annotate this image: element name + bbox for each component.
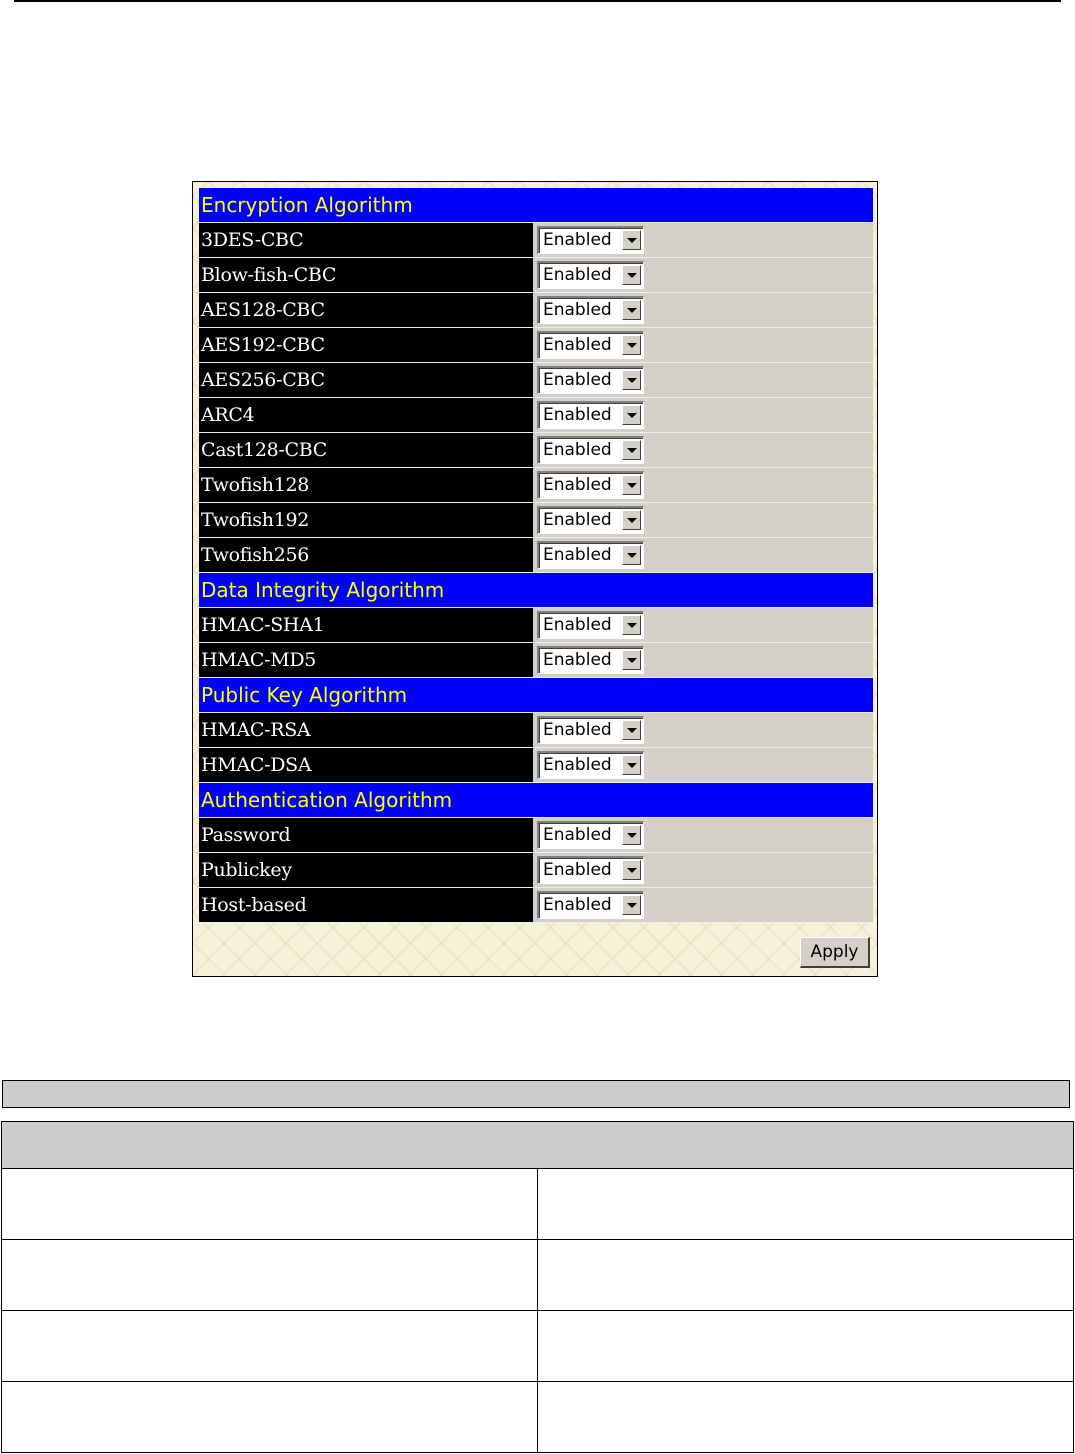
state-dropdown[interactable] <box>537 226 644 254</box>
dropdown-selected-value: Enabled <box>543 755 612 775</box>
dropdown-selected-value: Enabled <box>543 510 612 530</box>
algorithm-row <box>199 853 873 888</box>
chevron-down-icon[interactable] <box>622 265 641 285</box>
algorithm-setting-cell <box>534 748 873 782</box>
dropdown-selected-value: Enabled <box>543 405 612 425</box>
chevron-down-icon[interactable] <box>622 650 641 670</box>
algorithm-row <box>199 398 873 433</box>
dropdown-selected-value: Enabled <box>543 615 612 635</box>
state-dropdown[interactable] <box>537 506 644 534</box>
dropdown-selected-value: Enabled <box>543 230 612 250</box>
algorithm-setting-cell <box>534 468 873 502</box>
algorithm-label: Publickey <box>199 853 534 887</box>
section-header: Encryption Algorithm <box>199 188 873 223</box>
description-table-header <box>2 1122 1074 1169</box>
algorithm-row <box>199 223 873 258</box>
algorithm-row <box>199 818 873 853</box>
algorithm-label: Twofish256 <box>199 538 534 572</box>
state-dropdown[interactable] <box>537 611 644 639</box>
algorithm-row <box>199 468 873 503</box>
state-dropdown[interactable] <box>537 471 644 499</box>
algorithm-label: AES128-CBC <box>199 293 534 327</box>
algorithm-label: Host-based <box>199 888 534 922</box>
apply-button[interactable]: Apply <box>800 937 870 968</box>
state-dropdown[interactable] <box>537 296 644 324</box>
algorithm-label: HMAC-DSA <box>199 748 534 782</box>
algorithm-row <box>199 363 873 398</box>
algorithm-row <box>199 713 873 748</box>
algorithm-setting-cell <box>534 713 873 747</box>
algorithm-label: HMAC-RSA <box>199 713 534 747</box>
parameter-cell <box>2 1240 538 1311</box>
state-dropdown[interactable] <box>537 541 644 569</box>
state-dropdown[interactable] <box>537 436 644 464</box>
description-header-cell <box>2 1122 1074 1169</box>
chevron-down-icon[interactable] <box>622 370 641 390</box>
algorithm-row <box>199 748 873 783</box>
chevron-down-icon[interactable] <box>622 895 641 915</box>
chevron-down-icon[interactable] <box>622 335 641 355</box>
state-dropdown[interactable] <box>537 401 644 429</box>
state-dropdown[interactable] <box>537 751 644 779</box>
dropdown-selected-value: Enabled <box>543 650 612 670</box>
dropdown-selected-value: Enabled <box>543 265 612 285</box>
algorithm-label: Blow-fish-CBC <box>199 258 534 292</box>
section-header: Data Integrity Algorithm <box>199 573 873 608</box>
chevron-down-icon[interactable] <box>622 440 641 460</box>
algorithm-setting-cell <box>534 223 873 257</box>
algorithm-setting-cell <box>534 888 873 922</box>
state-dropdown[interactable] <box>537 261 644 289</box>
algorithm-row <box>199 433 873 468</box>
dropdown-selected-value: Enabled <box>543 860 612 880</box>
chevron-down-icon[interactable] <box>622 405 641 425</box>
algorithm-row <box>199 293 873 328</box>
state-dropdown[interactable] <box>537 821 644 849</box>
description-cell <box>538 1311 1074 1382</box>
chevron-down-icon[interactable] <box>622 825 641 845</box>
algorithm-label: AES256-CBC <box>199 363 534 397</box>
algorithm-label: HMAC-SHA1 <box>199 608 534 642</box>
table-row <box>2 1382 1074 1453</box>
description-cell <box>538 1240 1074 1311</box>
algorithm-setting-cell <box>534 293 873 327</box>
description-caption-bar <box>2 1080 1070 1108</box>
algorithm-row <box>199 328 873 363</box>
algorithm-setting-cell <box>534 258 873 292</box>
algorithm-row <box>199 888 873 923</box>
algorithm-row <box>199 538 873 573</box>
section-header: Authentication Algorithm <box>199 783 873 818</box>
algorithm-setting-cell <box>534 818 873 852</box>
algorithm-setting-cell <box>534 398 873 432</box>
algorithm-setting-cell <box>534 363 873 397</box>
algorithm-setting-cell <box>534 433 873 467</box>
algorithm-label: Twofish128 <box>199 468 534 502</box>
state-dropdown[interactable] <box>537 716 644 744</box>
dropdown-selected-value: Enabled <box>543 475 612 495</box>
algorithm-row <box>199 258 873 293</box>
algorithm-settings-table <box>199 188 873 923</box>
dropdown-selected-value: Enabled <box>543 545 612 565</box>
chevron-down-icon[interactable] <box>622 545 641 565</box>
state-dropdown[interactable] <box>537 891 644 919</box>
state-dropdown[interactable] <box>537 366 644 394</box>
page-top-rule <box>14 0 1061 2</box>
dropdown-selected-value: Enabled <box>543 440 612 460</box>
algorithm-row <box>199 608 873 643</box>
section-header: Public Key Algorithm <box>199 678 873 713</box>
dropdown-selected-value: Enabled <box>543 825 612 845</box>
parameter-cell <box>2 1169 538 1240</box>
chevron-down-icon[interactable] <box>622 510 641 530</box>
dropdown-selected-value: Enabled <box>543 720 612 740</box>
state-dropdown[interactable] <box>537 331 644 359</box>
chevron-down-icon[interactable] <box>622 755 641 775</box>
table-row <box>2 1240 1074 1311</box>
chevron-down-icon[interactable] <box>622 300 641 320</box>
description-cell <box>538 1169 1074 1240</box>
algorithm-setting-cell <box>534 328 873 362</box>
algorithm-label: ARC4 <box>199 398 534 432</box>
algorithm-label: Twofish192 <box>199 503 534 537</box>
ssh-algorithm-panel <box>192 181 878 977</box>
algorithm-setting-cell <box>534 643 873 677</box>
algorithm-row <box>199 643 873 678</box>
algorithm-label: Password <box>199 818 534 852</box>
parameter-cell <box>2 1311 538 1382</box>
table-row <box>2 1311 1074 1382</box>
description-table <box>1 1121 1074 1453</box>
state-dropdown[interactable] <box>537 646 644 674</box>
table-row <box>2 1169 1074 1240</box>
chevron-down-icon[interactable] <box>622 720 641 740</box>
algorithm-label: Cast128-CBC <box>199 433 534 467</box>
algorithm-setting-cell <box>534 853 873 887</box>
chevron-down-icon[interactable] <box>622 615 641 635</box>
algorithm-label: HMAC-MD5 <box>199 643 534 677</box>
dropdown-selected-value: Enabled <box>543 370 612 390</box>
algorithm-setting-cell <box>534 538 873 572</box>
parameter-cell <box>2 1382 538 1453</box>
algorithm-label: 3DES-CBC <box>199 223 534 257</box>
algorithm-label: AES192-CBC <box>199 328 534 362</box>
chevron-down-icon[interactable] <box>622 860 641 880</box>
algorithm-setting-cell <box>534 608 873 642</box>
dropdown-selected-value: Enabled <box>543 300 612 320</box>
description-cell <box>538 1382 1074 1453</box>
dropdown-selected-value: Enabled <box>543 895 612 915</box>
algorithm-row <box>199 503 873 538</box>
dropdown-selected-value: Enabled <box>543 335 612 355</box>
chevron-down-icon[interactable] <box>622 230 641 250</box>
state-dropdown[interactable] <box>537 856 644 884</box>
chevron-down-icon[interactable] <box>622 475 641 495</box>
algorithm-setting-cell <box>534 503 873 537</box>
